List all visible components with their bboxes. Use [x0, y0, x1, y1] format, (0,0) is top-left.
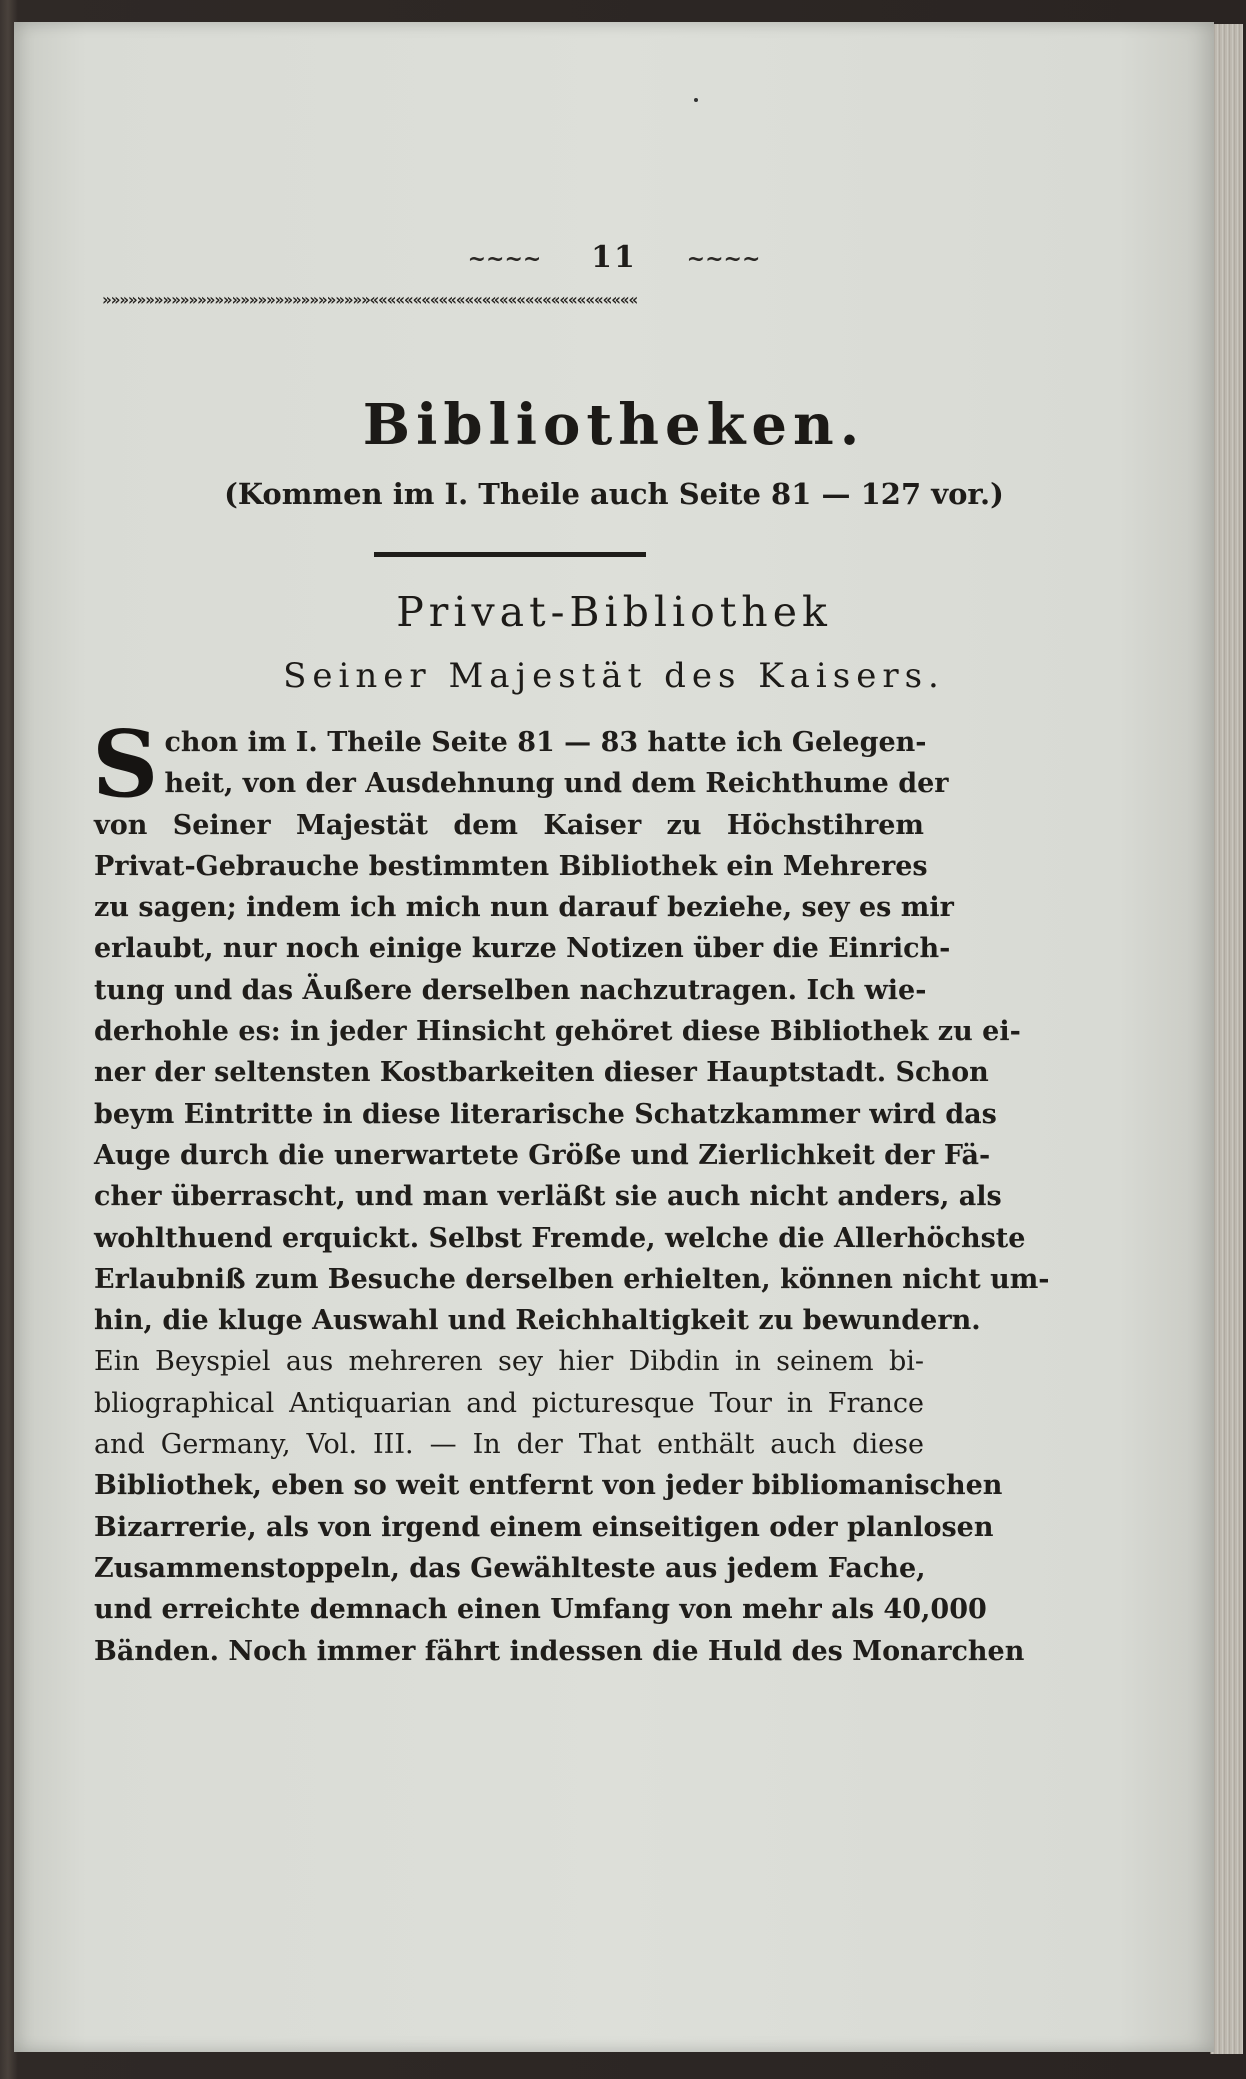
page-title: Bibliotheken.: [362, 392, 866, 458]
text-line: Bizarrerie, als von irgend einem einseitigen oder planlosen: [94, 1511, 994, 1543]
title-note: (Kommen im I. Theile auch Seite 81 — 127 vor.): [224, 477, 1004, 511]
text-line: und erreichte demnach einen Umfang von mehr als 40,000: [94, 1594, 987, 1626]
text-line: erlaubt, nur noch einige kurze Notizen über die Einrich-: [94, 933, 951, 965]
page-edge-stack: [1210, 24, 1243, 2054]
text-line: derhohle es: in jeder Hinsicht gehöret diese Bibliothek zu ei-: [94, 1016, 1021, 1048]
text-line: Zusammenstoppeln, das Gewählteste aus jedem Fache,: [94, 1552, 926, 1584]
text-line: Erlaubniß zum Besuche derselben erhielten, können nicht um-: [94, 1263, 1050, 1295]
page-header: [14, 240, 1214, 275]
text-line: and Germany, Vol. III. — In der That enthält auch diese: [94, 1429, 924, 1461]
section-divider: [374, 552, 646, 557]
ornamental-rule: »»»»»»»»»»»»»»»»»»»»»»»»»»»»»»»«««««««««««««««««««««««««««««««: [102, 290, 638, 309]
text-line: hin, die kluge Auswahl und Reichhaltigkeit zu bewundern.: [94, 1305, 981, 1337]
book-page: [14, 22, 1214, 2052]
header-ornament-right: ~~~~: [686, 246, 761, 272]
text-line: ner der seltensten Kostbarkeiten dieser Hauptstadt. Schon: [94, 1057, 989, 1089]
section-subheading: Seiner Majestät des Kaisers.: [283, 656, 945, 696]
text-line: Ein Beyspiel aus mehreren sey hier Dibdin in seinem bi-: [94, 1346, 924, 1378]
text-line: bliographical Antiquarian and picturesque Tour in France: [94, 1387, 924, 1419]
text-line: wohlthuend erquickt. Selbst Fremde, welche die Allerhöchste: [94, 1222, 1026, 1254]
body-text: [92, 710, 1050, 1672]
page-number: 11: [591, 240, 637, 275]
drop-cap: S: [92, 710, 159, 818]
text-line: heit, von der Ausdehnung und dem Reichthume der: [164, 768, 949, 800]
text-line: cher überrascht, und man verläßt sie auch nicht anders, als: [94, 1181, 1002, 1213]
text-line: von Seiner Majestät dem Kaiser zu Höchstihrem: [94, 809, 924, 841]
header-ornament-left: ~~~~: [467, 246, 542, 272]
text-line: Bibliothek, eben so weit entfernt von jeder bibliomanischen: [94, 1470, 1003, 1502]
text-line: Privat-Gebrauche bestimmten Bibliothek ein Mehreres: [94, 850, 928, 882]
text-line: tung und das Äußere derselben nachzutragen. Ich wie-: [94, 974, 927, 1006]
text-line: Auge durch die unerwartete Größe und Zierlichkeit der Fä-: [94, 1139, 991, 1171]
paper-speck: [694, 98, 698, 102]
text-line: zu sagen; indem ich mich nun darauf beziehe, sey es mir: [94, 892, 954, 924]
section-heading: Privat-Bibliothek: [396, 588, 832, 636]
text-line: beym Eintritte in diese literarische Schatzkammer wird das: [94, 1098, 997, 1130]
text-line: chon im I. Theile Seite 81 — 83 hatte ich Gelegen-: [164, 727, 927, 758]
text-line: Bänden. Noch immer fährt indessen die Huld des Monarchen: [94, 1635, 1025, 1667]
